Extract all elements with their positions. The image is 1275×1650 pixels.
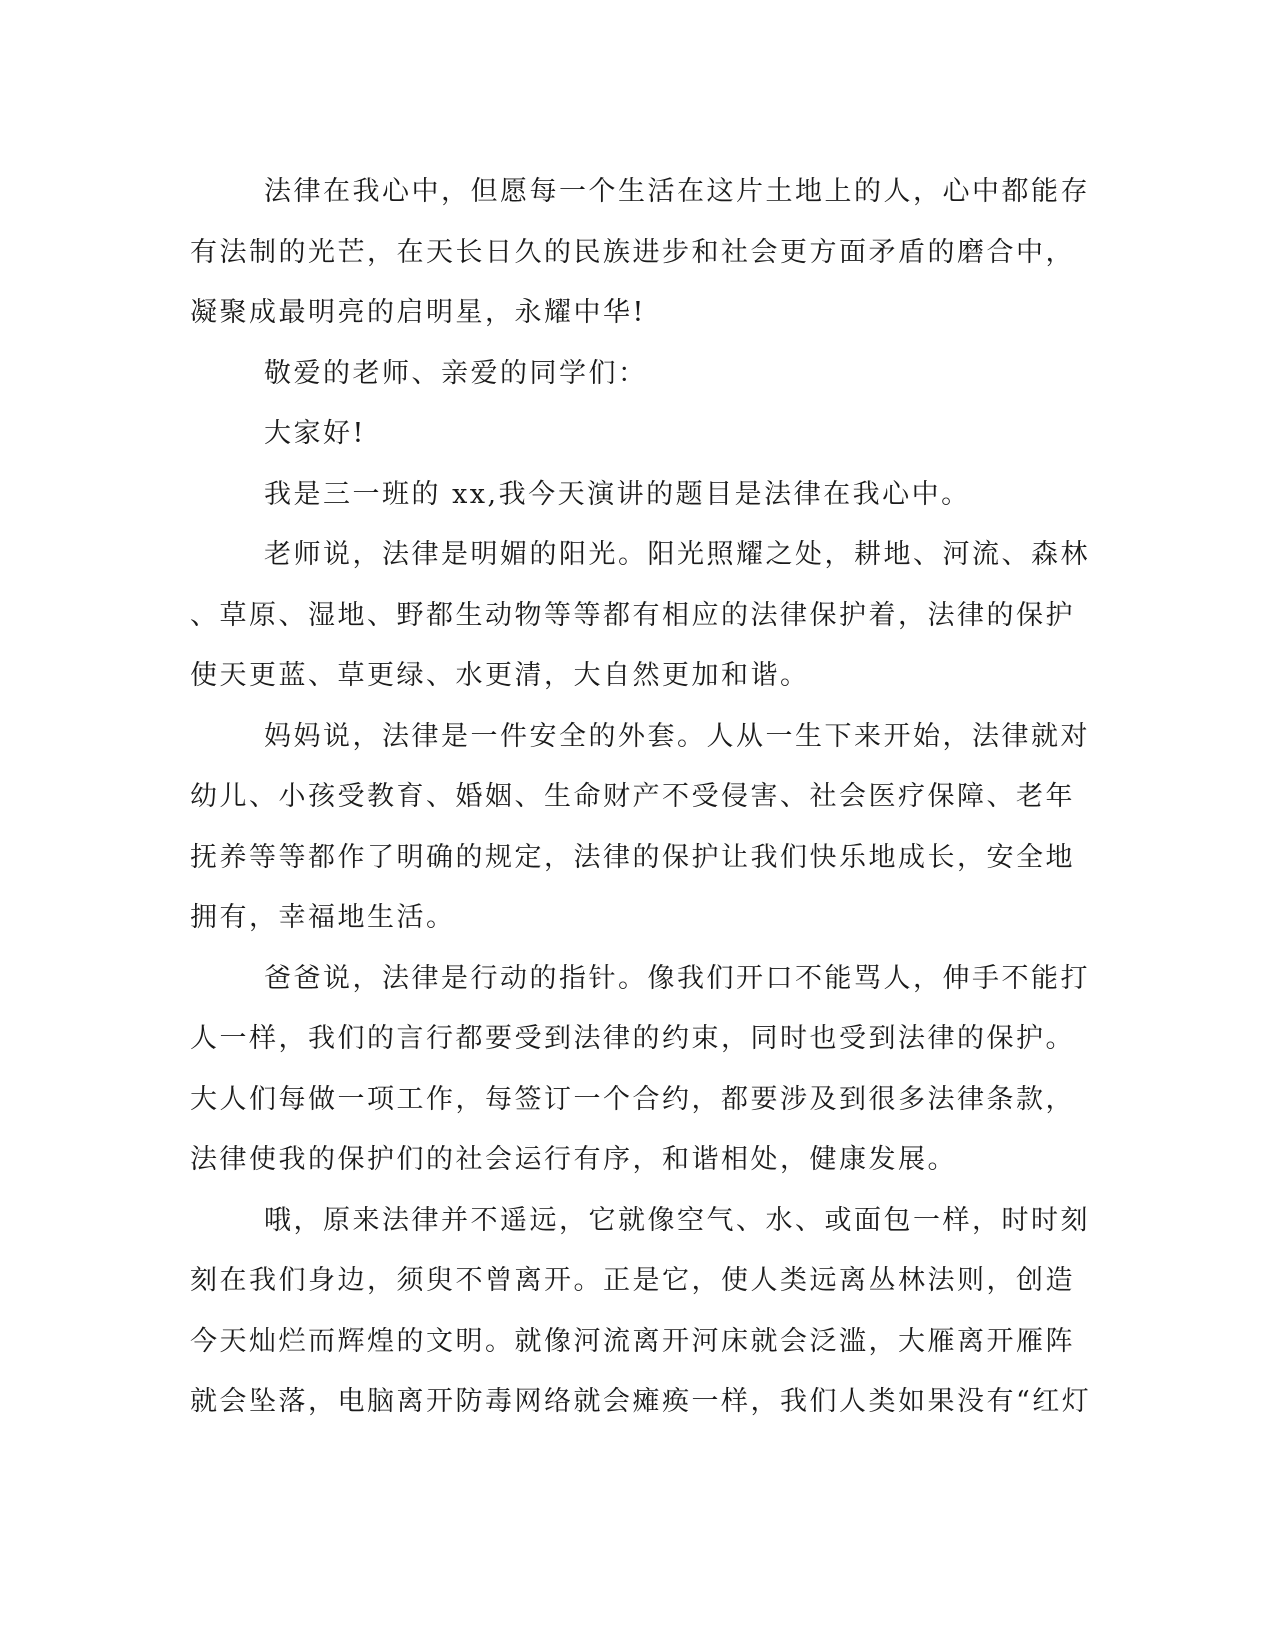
text-line: 法律在我心中，但愿每一个生活在这片土地上的人，心中都能存 — [264, 176, 1090, 207]
text-line: 、草原、湿地、野都生动物等等都有相应的法律保护着，法律的保护 — [190, 599, 1075, 631]
paragraph-father — [190, 949, 1090, 1191]
text-line: 刻在我们身边，须臾不曾离开。正是它，使人类远离丛林法则，创造 — [190, 1265, 1075, 1296]
paragraph-conclusion — [190, 1191, 1092, 1433]
text-line: 我是三一班的 xx,我今天演讲的题目是法律在我心中。 — [264, 478, 971, 510]
text-line: 哦，原来法律并不遥远，它就像空气、水、或面包一样，时时刻 — [264, 1204, 1090, 1236]
text-line: 拥有，幸福地生活。 — [190, 902, 456, 933]
text-line: 老师说，法律是明媚的阳光。阳光照耀之处，耕地、河流、森林 — [264, 539, 1090, 570]
text-line: 大人们每做一项工作，每签订一个合约，都要涉及到很多法律条款， — [190, 1083, 1075, 1115]
text-line: 使天更蓝、草更绿、水更清，大自然更加和谐。 — [190, 660, 810, 691]
text-line: 有法制的光芒，在天长日久的民族进步和社会更方面矛盾的磨合中， — [190, 236, 1075, 268]
text-line: 敬爱的老师、亲爱的同学们： — [264, 357, 648, 389]
text-line: 法律使我的保护们的社会运行有序，和谐相处，健康发展。 — [190, 1144, 957, 1175]
text-line: 就会坠落，电脑离开防毒网络就会瘫痪一样，我们人类如果没有“红灯 — [190, 1386, 1092, 1417]
paragraph-teacher — [190, 525, 1090, 707]
document-body — [190, 162, 1092, 1433]
text-line: 今天灿烂而辉煌的文明。就像河流离开河床就会泛滥，大雁离开雁阵 — [190, 1325, 1075, 1357]
paragraph-salutation — [190, 344, 1080, 405]
paragraph-mother — [190, 707, 1090, 949]
text-line: 爸爸说，法律是行动的指针。像我们开口不能骂人，伸手不能打 — [264, 962, 1090, 994]
text-line: 幼儿、小孩受教育、婚姻、生命财产不受侵害、社会医疗保障、老年 — [190, 781, 1075, 812]
text-line: 妈妈说，法律是一件安全的外套。人从一生下来开始，法律就对 — [264, 720, 1090, 752]
paragraph-greeting — [190, 404, 1080, 465]
paragraph-closing-wish — [190, 162, 1090, 344]
text-line: 大家好! — [264, 418, 366, 449]
paragraph-introduction — [190, 465, 1080, 526]
text-line: 人一样，我们的言行都要受到法律的约束，同时也受到法律的保护。 — [190, 1023, 1075, 1054]
text-line: 抚养等等都作了明确的规定，法律的保护让我们快乐地成长，安全地 — [190, 841, 1075, 873]
text-line: 凝聚成最明亮的启明星，永耀中华! — [190, 297, 646, 328]
